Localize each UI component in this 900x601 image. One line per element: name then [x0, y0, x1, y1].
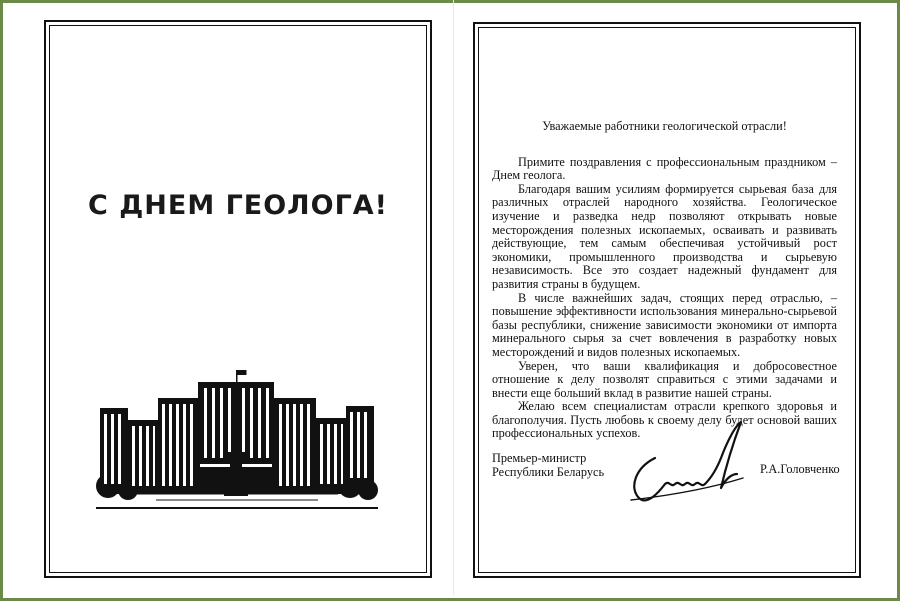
signatory-title-line1: Премьер-министр — [492, 451, 587, 465]
letter-paragraph: Примите поздравления с профессиональным праздником – Днем геолога. — [492, 154, 837, 183]
greeting-title: С ДНЕМ ГЕОЛОГА! — [88, 190, 388, 221]
card-fold-line — [453, 0, 454, 595]
government-building-icon — [96, 368, 378, 510]
letter-paragraph: Благодаря вашим усилиям формируется сырьевая база для различных отраслей народного хозяйства. Геологическое изучение и разведка недр позволяют открывать новые месторождения полезных ископаемых, осваивать и развивать действующие, тем самым обеспечивая устойчивый рост экономики, промышленного производства и сырьевую независимость. Все это создает надежный фундамент для развития страны в будущем. — [492, 181, 837, 291]
signatory-title-line2: Республики Беларусь — [492, 464, 605, 479]
signatory-title — [492, 452, 604, 479]
signatory-name: Р.А.Головченко — [760, 462, 840, 476]
letter-paragraph: В числе важнейших задач, стоящих перед отраслью, – повышение эффективности использования минерально-сырьевой базы республики, снижение зависимости экономики от импорта минерального сырья за счет вовлечения в разработку новых месторождений и видов полезных ископаемых. — [492, 290, 837, 359]
letter-paragraph: Желаю всем специалистам отрасли крепкого здоровья и благополучия. Пусть любовь к своему делу будет основой ваших профессиональных успехов. — [492, 399, 837, 441]
letter-body — [492, 120, 837, 441]
letter-salutation: Уважаемые работники геологической отрасли! — [542, 119, 787, 133]
letter-paragraph: Уверен, что ваши квалификация и добросовестное отношение к делу позволят справиться с этими задачами и внести еще больший вклад в развитие нашей страны. — [492, 358, 837, 400]
handwritten-signature-icon — [625, 418, 755, 510]
